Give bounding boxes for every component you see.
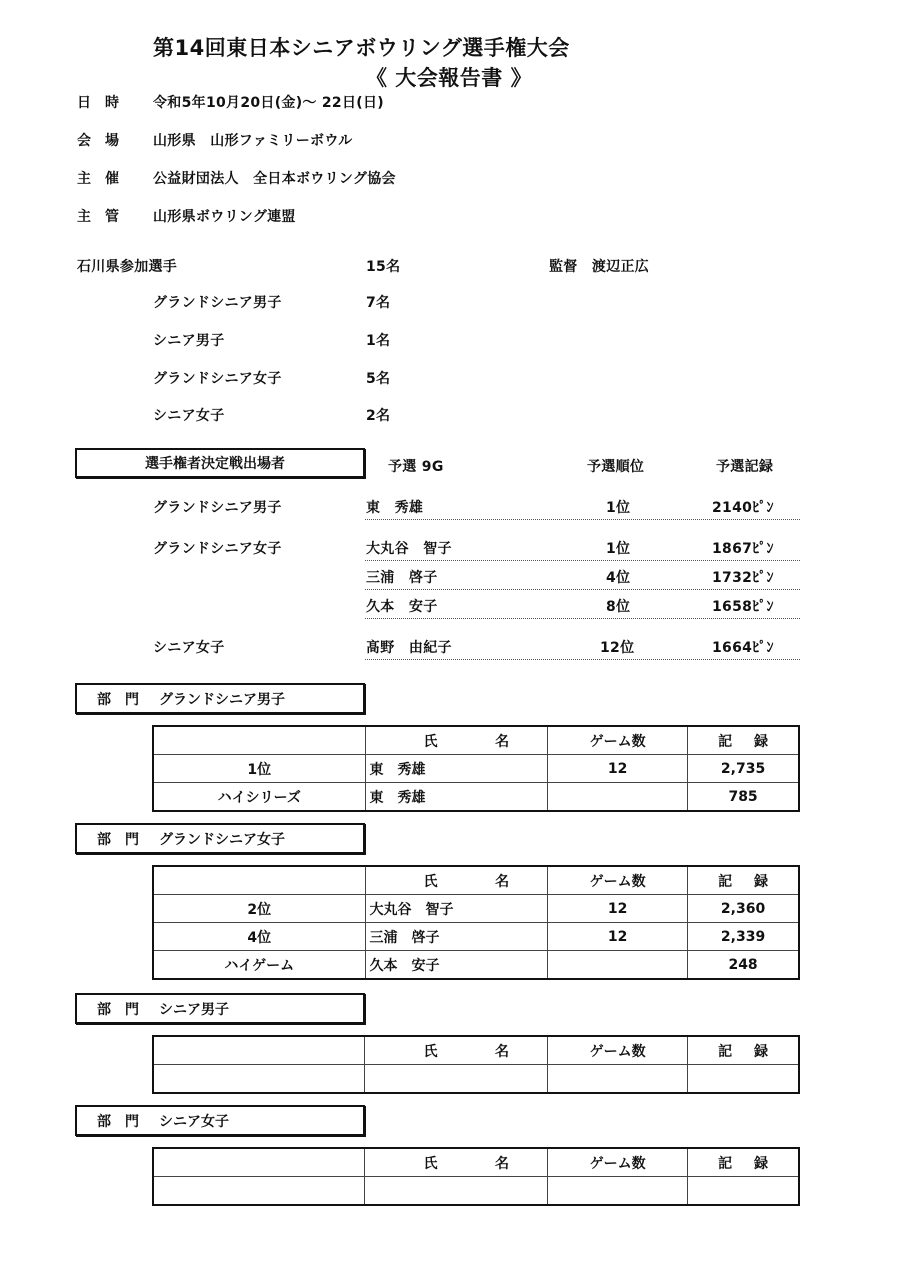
name-cell: 東 秀雄	[365, 783, 548, 812]
games-cell: 12	[548, 895, 688, 923]
place-cell: 1位	[153, 755, 365, 783]
venue-label: 会場	[77, 133, 133, 149]
table-row	[153, 895, 799, 923]
finals-record: 2140ﾋﾟﾝ	[712, 500, 774, 516]
result-table-gs-women	[152, 865, 800, 980]
header-name: 氏 名	[365, 1148, 548, 1177]
division-prefix: 部 門	[97, 1001, 139, 1018]
record-cell: 2,339	[688, 923, 799, 951]
table-row	[153, 951, 799, 980]
division-box-s-women	[75, 1105, 365, 1136]
finals-col-record: 予選記録	[716, 459, 774, 475]
result-table-s-women	[152, 1147, 800, 1206]
finals-record: 1658ﾋﾟﾝ	[712, 599, 774, 615]
table-row-empty	[153, 1065, 799, 1094]
row-divider	[365, 589, 800, 590]
table-row	[153, 755, 799, 783]
division-box-gs-men	[75, 683, 365, 714]
division-name: グランドシニア男子	[159, 691, 285, 708]
header-games: ゲーム数	[548, 1148, 688, 1177]
table-row	[153, 923, 799, 951]
category-name: グランドシニア女子	[153, 371, 282, 387]
division-name: シニア女子	[159, 1113, 229, 1130]
header-name: 氏 名	[365, 726, 548, 755]
finals-rank: 8位	[606, 599, 631, 615]
category-count: 2名	[366, 408, 391, 424]
header-blank	[153, 726, 365, 755]
header-blank	[153, 1148, 365, 1177]
category-name: シニア女子	[153, 408, 225, 424]
place-cell: 4位	[153, 923, 365, 951]
division-prefix: 部 門	[97, 831, 139, 848]
row-divider	[365, 519, 800, 520]
division-box-gs-women	[75, 823, 365, 854]
participants-label: 石川県参加選手	[77, 259, 178, 275]
participants-count: 15名	[366, 259, 401, 275]
games-cell	[548, 951, 688, 980]
category-name: シニア男子	[153, 333, 225, 349]
finals-rank: 1位	[606, 541, 631, 557]
name-cell: 大丸谷 智子	[365, 895, 548, 923]
table-row	[153, 783, 799, 812]
finals-category: グランドシニア女子	[153, 541, 282, 557]
finals-category: グランドシニア男子	[153, 500, 282, 516]
finals-record: 1664ﾋﾟﾝ	[712, 640, 774, 656]
header-blank	[153, 866, 365, 895]
record-cell: 2,735	[688, 755, 799, 783]
row-divider	[365, 618, 800, 619]
division-prefix: 部 門	[97, 1113, 139, 1130]
header-record: 記 録	[688, 1036, 799, 1065]
category-name: グランドシニア男子	[153, 295, 282, 311]
host-value: 山形県ボウリング連盟	[153, 209, 296, 225]
finals-name: 久本 安子	[366, 599, 438, 615]
finals-name: 三浦 啓子	[366, 570, 438, 586]
record-cell: 2,360	[688, 895, 799, 923]
document-title: 第14回東日本シニアボウリング選手権大会	[153, 36, 570, 60]
header-blank	[153, 1036, 365, 1065]
name-cell: 三浦 啓子	[365, 923, 548, 951]
finals-record: 1867ﾋﾟﾝ	[712, 541, 774, 557]
finals-box	[75, 448, 365, 478]
games-cell	[548, 783, 688, 812]
header-name: 氏 名	[365, 866, 548, 895]
category-count: 7名	[366, 295, 391, 311]
division-prefix: 部 門	[97, 691, 139, 708]
table-header-row	[153, 726, 799, 755]
director: 監督 渡辺正広	[549, 259, 650, 275]
finals-rank: 4位	[606, 570, 631, 586]
finals-box-label: 選手権者決定戦出場者	[145, 456, 285, 472]
row-divider	[365, 560, 800, 561]
document-subtitle: 《 大会報告書 》	[366, 66, 533, 90]
row-divider	[365, 659, 800, 660]
place-cell: ハイゲーム	[153, 951, 365, 980]
table-header-row	[153, 866, 799, 895]
venue-value: 山形県 山形ファミリーボウル	[153, 133, 353, 149]
finals-col-rank: 予選順位	[587, 459, 645, 475]
host-label: 主管	[77, 209, 133, 225]
result-table-gs-men	[152, 725, 800, 812]
header-games: ゲーム数	[548, 1036, 688, 1065]
table-header-row	[153, 1036, 799, 1065]
header-record: 記 録	[688, 1148, 799, 1177]
name-cell: 東 秀雄	[365, 755, 548, 783]
header-record: 記 録	[688, 726, 799, 755]
category-count: 5名	[366, 371, 391, 387]
header-games: ゲーム数	[548, 866, 688, 895]
table-row-empty	[153, 1177, 799, 1206]
finals-name: 東 秀雄	[366, 500, 424, 516]
header-record: 記 録	[688, 866, 799, 895]
games-cell: 12	[548, 923, 688, 951]
finals-category: シニア女子	[153, 640, 225, 656]
division-name: シニア男子	[159, 1001, 229, 1018]
name-cell: 久本 安子	[365, 951, 548, 980]
date-label: 日時	[77, 95, 133, 111]
date-value: 令和5年10月20日(金)～ 22日(日)	[153, 95, 384, 111]
category-count: 1名	[366, 333, 391, 349]
table-header-row	[153, 1148, 799, 1177]
record-cell: 248	[688, 951, 799, 980]
finals-rank: 1位	[606, 500, 631, 516]
division-name: グランドシニア女子	[159, 831, 285, 848]
games-cell: 12	[548, 755, 688, 783]
record-cell: 785	[688, 783, 799, 812]
finals-rank: 12位	[600, 640, 635, 656]
division-box-s-men	[75, 993, 365, 1024]
finals-record: 1732ﾋﾟﾝ	[712, 570, 774, 586]
finals-name: 大丸谷 智子	[366, 541, 452, 557]
organizer-value: 公益財団法人 全日本ボウリング協会	[153, 171, 396, 187]
result-table-s-men	[152, 1035, 800, 1094]
header-name: 氏 名	[365, 1036, 548, 1065]
header-games: ゲーム数	[548, 726, 688, 755]
finals-name: 髙野 由紀子	[366, 640, 452, 656]
finals-col-prelim: 予選 9G	[388, 459, 444, 475]
place-cell: 2位	[153, 895, 365, 923]
place-cell: ハイシリーズ	[153, 783, 365, 812]
organizer-label: 主催	[77, 171, 133, 187]
